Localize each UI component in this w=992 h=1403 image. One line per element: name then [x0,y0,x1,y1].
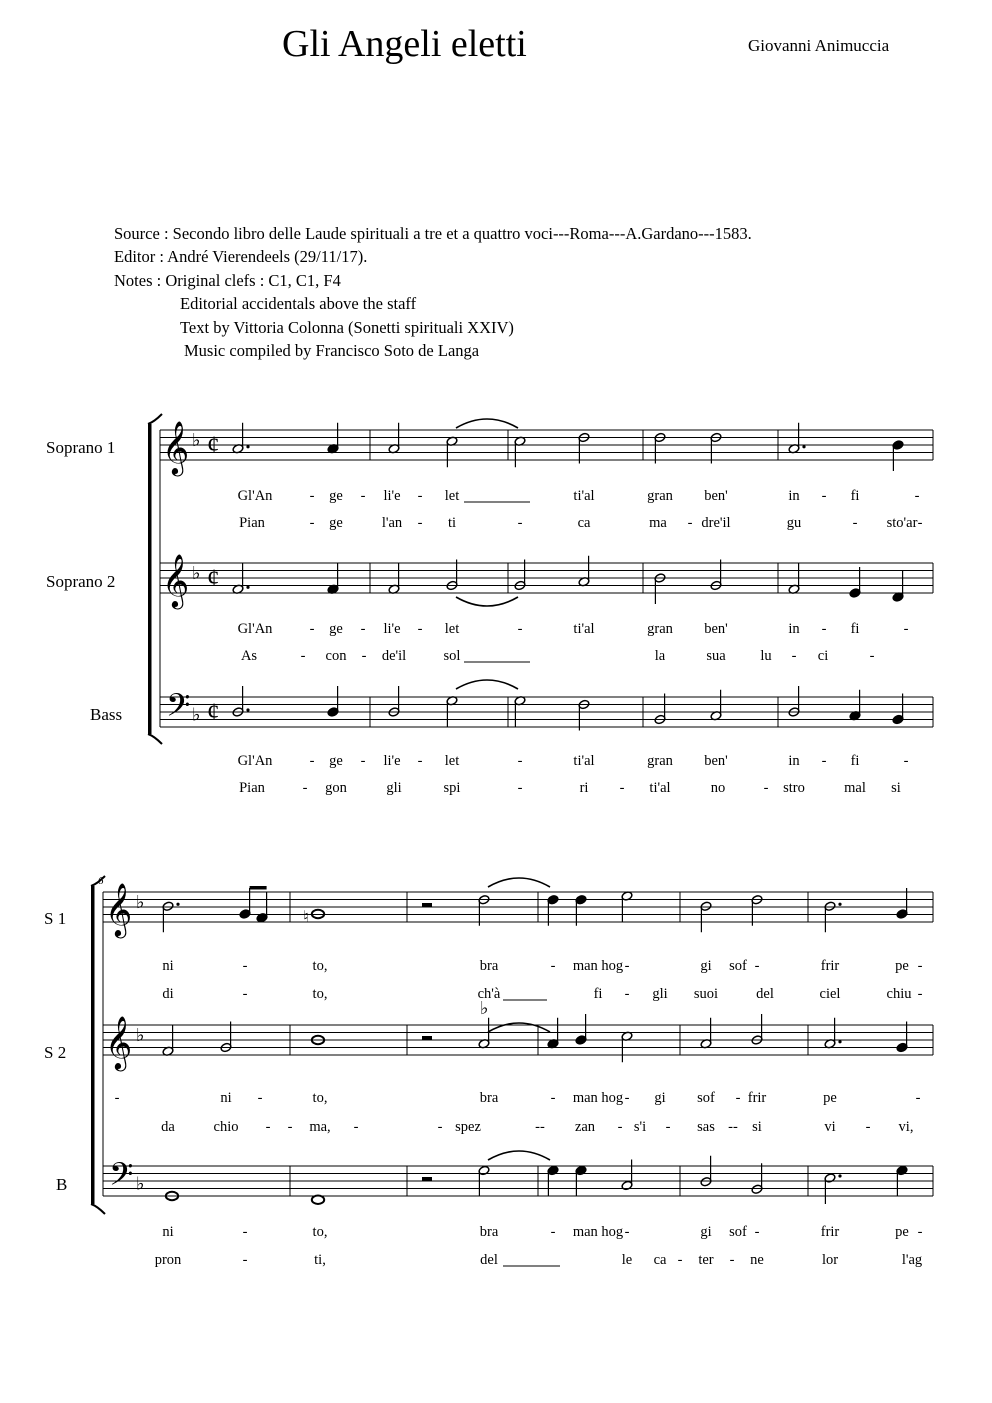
lyric-syllable: ti'al [649,780,671,796]
lyric-syllable: mal [844,780,866,796]
note [446,436,458,467]
lyric-syllable: pe [895,1224,909,1240]
staff [160,430,933,460]
system-bracket [148,424,152,734]
lyric-syllable: - [617,1119,623,1135]
augmentation-dot [838,903,841,906]
lyric-syllable: gran [647,488,673,504]
lyric-syllable: - [550,958,556,974]
lyric-syllable: - [265,1119,271,1135]
lyric-syllable: da [161,1119,175,1135]
lyric-syllable: - [915,1090,921,1106]
note [621,891,633,922]
treble-clef-icon: 𝄞 [105,1017,133,1068]
note [578,432,590,463]
lyric-syllable: del [756,986,774,1002]
lyric-syllable: zan [574,1119,596,1135]
lyric-syllable: frir [820,958,840,974]
lyric-syllable: - [619,780,625,796]
lyric-syllable: to, [312,1224,328,1240]
augmentation-dot [246,445,249,448]
note [849,690,861,721]
bass-clef-icon: 𝄢 [166,689,191,731]
text-by-line: Text by Vittoria Colonna (Sonetti spirituali XXIV) [180,317,514,337]
note [824,1018,842,1049]
note [388,686,400,717]
lyric-syllable: ne [750,1252,764,1268]
lyric-syllable: la [654,648,666,664]
lyric-syllable: - [865,1119,871,1135]
lyric-syllable: let [444,753,460,769]
lyric-syllable: - [917,1224,923,1240]
lyric-syllable: fi [850,621,860,637]
lyric-syllable: fi [850,488,860,504]
note [751,1163,763,1194]
lyric-syllable: - [517,780,523,796]
lyric-syllable: sof [729,1224,747,1240]
lyric-syllable: no [710,780,726,796]
lyric-syllable: ni [220,1090,232,1106]
lyric-syllable: - [242,986,248,1002]
system-bracket-top [148,414,162,424]
lyric-syllable: sto'ar [886,515,918,531]
lyric-syllable: sof [729,958,747,974]
note [578,556,590,587]
lyric-syllable: ben' [704,621,728,637]
flat-sign-icon: ♭ [136,1025,145,1045]
compiled-by-line: Music compiled by Francisco Soto de Langa [184,341,480,361]
lyric-syllable: del [480,1252,498,1268]
lyric-syllable: - [821,621,827,637]
note [654,432,666,463]
augmentation-dot [246,708,249,711]
lyric-syllable: spez [455,1119,481,1135]
lyric-syllable: - [242,1252,248,1268]
lyric-syllable: ma, [309,1119,331,1135]
lyric-syllable: ci [817,648,829,664]
lyric-syllable: sof [697,1090,715,1106]
staff-label: Bass [90,705,123,724]
lyric-syllable: sua [706,648,726,664]
lyric-syllable: - [417,621,423,637]
lyric-syllable: - [437,1119,443,1135]
lyric-syllable: - [821,753,827,769]
lyric-syllable: s'i [633,1119,647,1135]
flat-sign-icon: ♭ [136,892,145,912]
flat-sign-icon: ♭ [192,563,201,583]
note [327,563,339,594]
lyric-syllable: fi [850,753,860,769]
lyric-syllable: to, [312,958,328,974]
lyric-syllable: ben' [704,488,728,504]
lyric-syllable: li'e [383,488,401,504]
note-beam [250,886,267,890]
note [892,694,904,725]
lyric-syllable: in [788,753,800,769]
lyric-syllable: con [325,648,347,664]
augmentation-dot [838,1174,841,1177]
flat-sign-icon: ♭ [192,704,201,725]
lyric-syllable: li'e [383,753,401,769]
staff-label: Soprano 2 [46,572,116,591]
lyric-syllable: li'e [383,621,401,637]
lyric-syllable: ni [162,958,174,974]
lyric-syllable: sol [443,648,461,664]
note [232,423,250,454]
lyric-syllable: ge [329,515,343,531]
lyric-syllable: man hog [572,958,624,974]
lyric-syllable: - [754,1224,760,1240]
tie [488,878,550,887]
lyric-syllable: gi [700,1224,712,1240]
lyric-syllable: bra [479,1224,499,1240]
lyric-syllable: - [852,515,858,531]
staff-label: S 2 [44,1043,67,1062]
note [892,440,904,471]
source-line: Source : Secondo libro delle Laude spirituali a tre et a quattro voci---Roma---A.Gardano---1583. [114,224,752,243]
lyric-syllable: to, [312,1090,328,1106]
lyric-syllable: Gl'An [237,488,273,504]
lyric-syllable: frir [820,1224,840,1240]
lyric-syllable: si [891,780,901,796]
tie [488,1151,550,1160]
note [700,901,712,932]
note [849,567,861,598]
lyric-syllable: ge [329,753,343,769]
lyric-syllable: - [677,1252,683,1268]
lyric-syllable: ca [653,1252,667,1268]
lyric-syllable: - [729,1252,735,1268]
lyric-syllable: - [114,1090,120,1106]
natural-sign-icon: ♮ [303,909,309,926]
lyric-syllable: ti [447,515,457,531]
lyric-syllable: - [917,958,923,974]
note [312,1196,324,1204]
lyric-syllable: ni [162,1224,174,1240]
lyric-syllable: - [360,621,366,637]
lyric-syllable: frir [747,1090,767,1106]
lyric-syllable: ti'al [573,621,595,637]
tie [488,1023,550,1032]
note [162,901,180,932]
lyric-syllable: le [621,1252,633,1268]
lyric-syllable: - [624,1090,630,1106]
lyric-syllable: spi [443,780,461,796]
editor-line: Editor : André Vierendeels (29/11/17). [114,247,368,267]
treble-clef-icon: 𝄞 [105,884,133,935]
lyric-syllable: - [903,753,909,769]
lyric-syllable: - [287,1119,293,1135]
note [162,1025,174,1056]
lyric-syllable: - [361,648,367,664]
lyric-syllable: gon [325,780,347,796]
lyric-syllable: chio [213,1119,239,1135]
note [327,423,339,454]
note [388,423,400,454]
note [327,686,339,717]
lyric-syllable: - [417,753,423,769]
composer-name: Giovanni Animuccia [748,36,890,55]
note [514,696,526,727]
lyric-syllable: ge [329,488,343,504]
tie [456,419,518,428]
lyric-syllable: - [417,488,423,504]
note [388,563,400,594]
lyric-syllable: As [240,648,258,664]
bass-clef-icon: 𝄢 [109,1158,134,1200]
lyric-syllable: fi [593,986,603,1002]
lyric-syllable: gli [386,780,402,796]
lyric-syllable: - [242,958,248,974]
flat-sign-icon: ♭ [136,1173,145,1194]
lyric-syllable: ca [577,515,591,531]
lyric-syllable: ge [329,621,343,637]
staff [160,697,933,727]
augmentation-dot [176,903,179,906]
lyric-syllable: - [257,1090,263,1106]
lyric-syllable: pron [154,1252,182,1268]
lyric-syllable: - [624,958,630,974]
lyric-syllable: lor [821,1252,839,1268]
lyric-syllable: ma [649,515,667,531]
lyric-syllable: ben' [704,753,728,769]
clefs-line: Notes : Original clefs : C1, C1, F4 [114,270,341,290]
half-rest-icon [422,1036,432,1040]
note [788,686,800,717]
lyric-syllable: - [300,648,306,664]
lyric-syllable: ti'al [573,488,595,504]
lyric-syllable: si [752,1119,762,1135]
note [654,694,666,725]
system-bracket [91,886,95,1204]
note [892,571,904,602]
lyric-syllable: - [914,488,920,504]
lyric-syllable: -- [728,1119,738,1135]
lyric-syllable: Gl'An [237,753,273,769]
note [710,432,722,463]
lyric-syllable: Pian [239,780,265,796]
cut-time-icon: ¢ [207,699,220,726]
system-bracket-bottom [91,1204,105,1214]
lyric-syllable: - [735,1090,741,1106]
lyric-syllable: gu [786,515,802,531]
lyric-syllable: let [444,488,460,504]
note [896,888,908,919]
staff-label: S 1 [44,909,67,928]
lyric-syllable: man hog [572,1224,624,1240]
note [514,436,526,467]
lyric-syllable: - [917,515,923,531]
tie [456,597,518,606]
lyric-syllable: pe [895,958,909,974]
staff-label: Soprano 1 [46,438,116,457]
note [710,560,722,591]
note [788,563,800,594]
score-system [44,875,104,1194]
lyric-syllable: - [517,753,523,769]
score-system [46,438,122,724]
lyric-syllable: bra [479,1090,499,1106]
lyric-syllable: in [788,488,800,504]
note [232,686,250,717]
lyric-syllable: Gl'An [237,621,273,637]
lyric-syllable: - [309,753,315,769]
lyric-syllable: stro [783,780,805,796]
lyric-syllable: suoi [693,986,719,1002]
lyric-syllable: - [302,780,308,796]
half-rest-icon [422,903,432,907]
lyric-syllable: lu [760,648,772,664]
augmentation-dot [246,586,249,589]
lyric-syllable: Pian [239,515,265,531]
lyric-syllable: -- [535,1119,545,1135]
augmentation-dot [838,1040,841,1043]
treble-clef-icon: 𝄞 [162,422,190,473]
lyric-syllable: ti, [314,1252,326,1268]
lyric-syllable: - [821,488,827,504]
note [575,895,587,926]
lyric-syllable: - [360,753,366,769]
flat-sign-icon: ♭ [192,430,201,450]
lyric-syllable: - [242,1224,248,1240]
lyric-syllable: - [309,515,315,531]
lyric-syllable: vi [824,1119,836,1135]
lyric-syllable: - [417,515,423,531]
note [700,1156,712,1187]
lyric-syllable: bra [479,958,499,974]
note [547,1018,559,1049]
lyric-syllable: l'ag [901,1252,923,1268]
lyric-syllable: di [162,986,174,1002]
note [621,1031,633,1062]
note [788,423,806,454]
cut-time-icon: ¢ [207,432,220,459]
lyric-syllable: - [309,621,315,637]
lyric-syllable: - [624,986,630,1002]
lyric-syllable: to, [312,986,328,1002]
note [654,573,666,604]
lyric-syllable: chiu [886,986,912,1002]
note [220,1022,232,1053]
note [578,699,590,730]
note [514,560,526,591]
lyric-syllable: - [517,621,523,637]
lyric-syllable: gi [654,1090,666,1106]
lyric-syllable: gran [647,621,673,637]
staff-label: B [56,1175,68,1194]
lyric-syllable: - [360,488,366,504]
lyric-syllable: - [665,1119,671,1135]
flat-sign-icon: ♭ [480,998,489,1018]
note [751,1014,763,1045]
lyric-syllable: - [550,1090,556,1106]
lyric-syllable: in [788,621,800,637]
note [700,1018,712,1049]
score-title: Gli Angeli eletti [282,23,527,65]
lyric-syllable: sas [697,1119,715,1135]
note [547,895,559,926]
note [621,1160,633,1191]
lyric-syllable: vi, [898,1119,914,1135]
note [478,1018,490,1049]
lyric-syllable: ri [579,780,589,796]
lyric-syllable: gi [700,958,712,974]
note [896,1022,908,1053]
note [446,560,458,591]
lyric-syllable: gran [647,753,673,769]
lyric-syllable: - [550,1224,556,1240]
system-bracket-bottom [148,734,162,744]
note [239,888,251,919]
treble-clef-icon: 𝄞 [162,555,190,606]
lyric-syllable: ch'à [477,986,501,1002]
tie [456,680,518,689]
lyric-syllable: ter [698,1252,714,1268]
measure-number: 6 [98,875,104,887]
lyric-syllable: - [309,488,315,504]
lyric-syllable: - [917,986,923,1002]
accidentals-line: Editorial accidentals above the staff [180,294,417,314]
lyric-syllable: - [791,648,797,664]
lyric-syllable: - [687,515,693,531]
lyric-syllable: de'il [381,648,407,664]
lyric-syllable: - [869,648,875,664]
lyric-syllable: - [517,515,523,531]
note [824,901,842,932]
lyric-syllable: - [754,958,760,974]
lyric-syllable: gli [652,986,668,1002]
lyric-syllable: - [763,780,769,796]
note [575,1014,587,1045]
lyric-syllable: pe [823,1090,837,1106]
lyric-syllable: ciel [819,986,841,1002]
lyric-syllable: - [353,1119,359,1135]
lyric-syllable: dre'il [701,515,731,531]
lyric-syllable: - [903,621,909,637]
lyric-syllable: man hog [572,1090,624,1106]
lyric-syllable: ti'al [573,753,595,769]
half-rest-icon [422,1177,432,1181]
note [232,563,250,594]
lyric-syllable: let [444,621,460,637]
staff [160,563,933,593]
lyric-syllable: - [624,1224,630,1240]
cut-time-icon: ¢ [207,565,220,592]
augmentation-dot [802,445,805,448]
note [710,690,722,721]
notehead [312,1196,324,1204]
note [446,696,458,727]
lyric-syllable: l'an [381,515,403,531]
